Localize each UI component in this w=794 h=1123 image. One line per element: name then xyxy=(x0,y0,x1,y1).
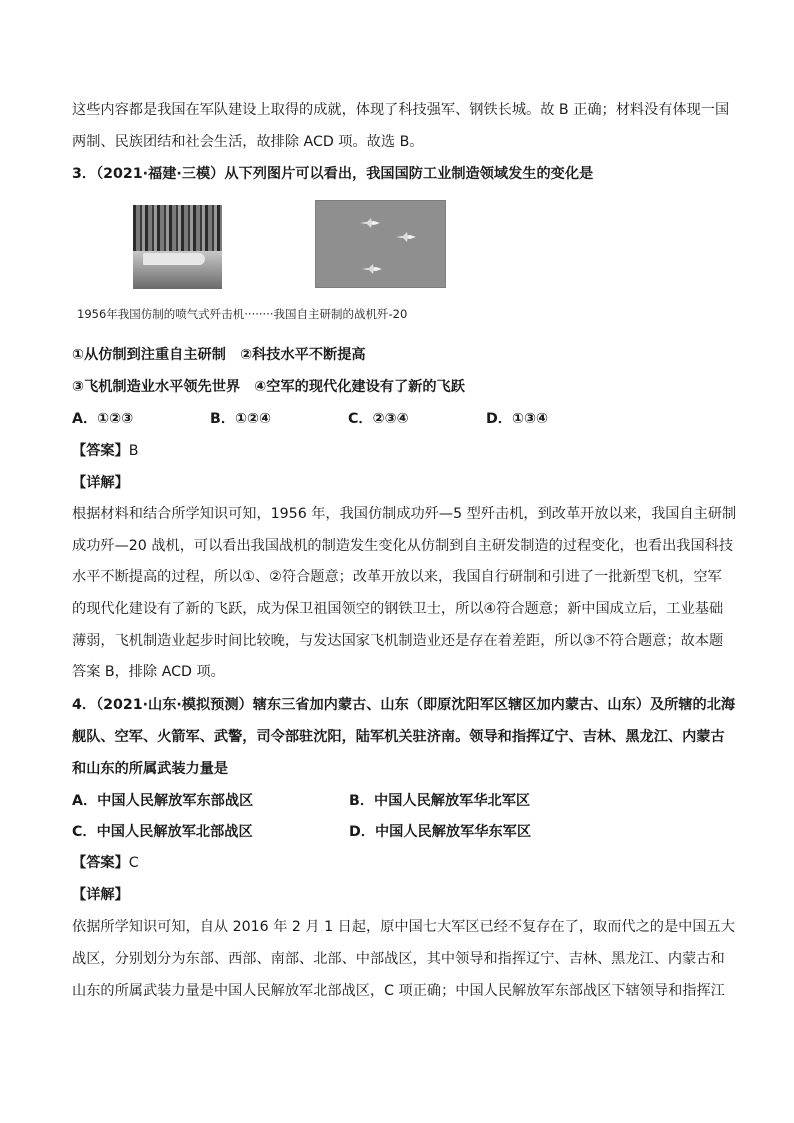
fighter-jet-icon xyxy=(360,218,380,228)
q4-detail-label: 【详解】 xyxy=(72,887,129,903)
question-3-statement-2: ③飞机制造业水平领先世界 ④空军的现代化建设有了新的飞跃 xyxy=(72,379,465,395)
intro-line-1: 这些内容都是我国在军队建设上取得的成就，体现了科技强军、钢铁长城。故 B 正确；材料没有体现一国 xyxy=(72,102,730,118)
j20-formation-photo xyxy=(315,200,446,288)
jet-fighter-1956-photo xyxy=(133,205,222,289)
answer-value: B xyxy=(128,443,139,459)
q3-option-c: C．②③④ xyxy=(348,411,409,427)
q4-detail-line: 战区，分别划分为东部、西部、南部、北部、中部战区，其中领导和指挥辽宁、吉林、黑龙江、内蒙古和 xyxy=(72,951,725,967)
answer-label: 【答案】 xyxy=(72,855,129,871)
q3-answer xyxy=(72,440,139,460)
q4-detail-line: 山东的所属武装力量是中国人民解放军北部战区，C 项正确；中国人民解放军东部战区下辖领导和指挥江 xyxy=(72,983,725,999)
q3-detail-line: 水平不断提高的过程，所以①、②符合题意；改革开放以来，我国自行研制和引进了一批新型飞机，空军 xyxy=(72,569,722,585)
question-3-statement-1: ①从仿制到注重自主研制 ②科技水平不断提高 xyxy=(72,347,366,363)
fighter-jet-icon xyxy=(396,232,416,242)
q3-option-b: B．①②④ xyxy=(210,411,272,427)
q3-detail-line: 的现代化建设有了新的飞跃，成为保卫祖国领空的钢铁卫士，所以④符合题意；新中国成立后，工业基础 xyxy=(72,601,724,617)
q4-option-b: B．中国人民解放军华北军区 xyxy=(349,793,531,809)
question-4-stem-line: 舰队、空军、火箭军、武警，司令部驻沈阳，陆军机关驻济南。领导和指挥辽宁、吉林、黑龙江、内蒙古 xyxy=(72,729,725,745)
q4-option-a: A．中国人民解放军东部战区 xyxy=(72,793,254,809)
photo-caption: 1956年我国仿制的喷气式歼击机········我国自主研制的战机歼-20 xyxy=(77,307,408,321)
q3-option-d: D．①③④ xyxy=(486,411,549,427)
q4-detail-line: 依据所学知识可知，自从 2016 年 2 月 1 日起，原中国七大军区已经不复存在了，取而代之的是中国五大 xyxy=(72,919,735,935)
q4-answer xyxy=(72,852,139,872)
q3-detail-label: 【详解】 xyxy=(72,475,129,491)
question-4-stem-line: 和山东的所属武装力量是 xyxy=(72,761,229,777)
answer-value: C xyxy=(128,855,139,871)
fighter-jet-icon xyxy=(362,264,382,274)
q4-option-c: C．中国人民解放军北部战区 xyxy=(72,824,253,840)
q3-detail-line: 薄弱，飞机制造业起步时间比较晚，与发达国家飞机制造业还是存在着差距，所以③不符合题意；故本题 xyxy=(72,633,724,649)
question-3-stem: 3．（2021·福建·三模）从下列图片可以看出，我国国防工业制造领域发生的变化是 xyxy=(72,166,594,182)
q3-detail-line: 根据材料和结合所学知识可知，1956 年，我国仿制成功歼—5 型歼击机，到改革开放以来，我国自主研制 xyxy=(72,506,737,522)
answer-label: 【答案】 xyxy=(72,443,129,459)
intro-line-2: 两制、民族团结和社会生活，故排除 ACD 项。故选 B。 xyxy=(72,134,424,150)
q3-option-a: A．①②③ xyxy=(72,411,134,427)
question-4-stem-line: 4．（2021·山东·模拟预测）辖东三省加内蒙古、山东（即原沈阳军区辖区加内蒙古、山东）及所辖的北海 xyxy=(72,697,736,713)
q4-option-d: D．中国人民解放军华东军区 xyxy=(349,824,532,840)
q3-detail-line: 成功歼—20 战机，可以看出我国战机的制造发生变化从仿制到自主研发制造的过程变化，也看出我国科技 xyxy=(72,538,734,554)
q3-detail-line: 答案 B，排除 ACD 项。 xyxy=(72,664,225,680)
